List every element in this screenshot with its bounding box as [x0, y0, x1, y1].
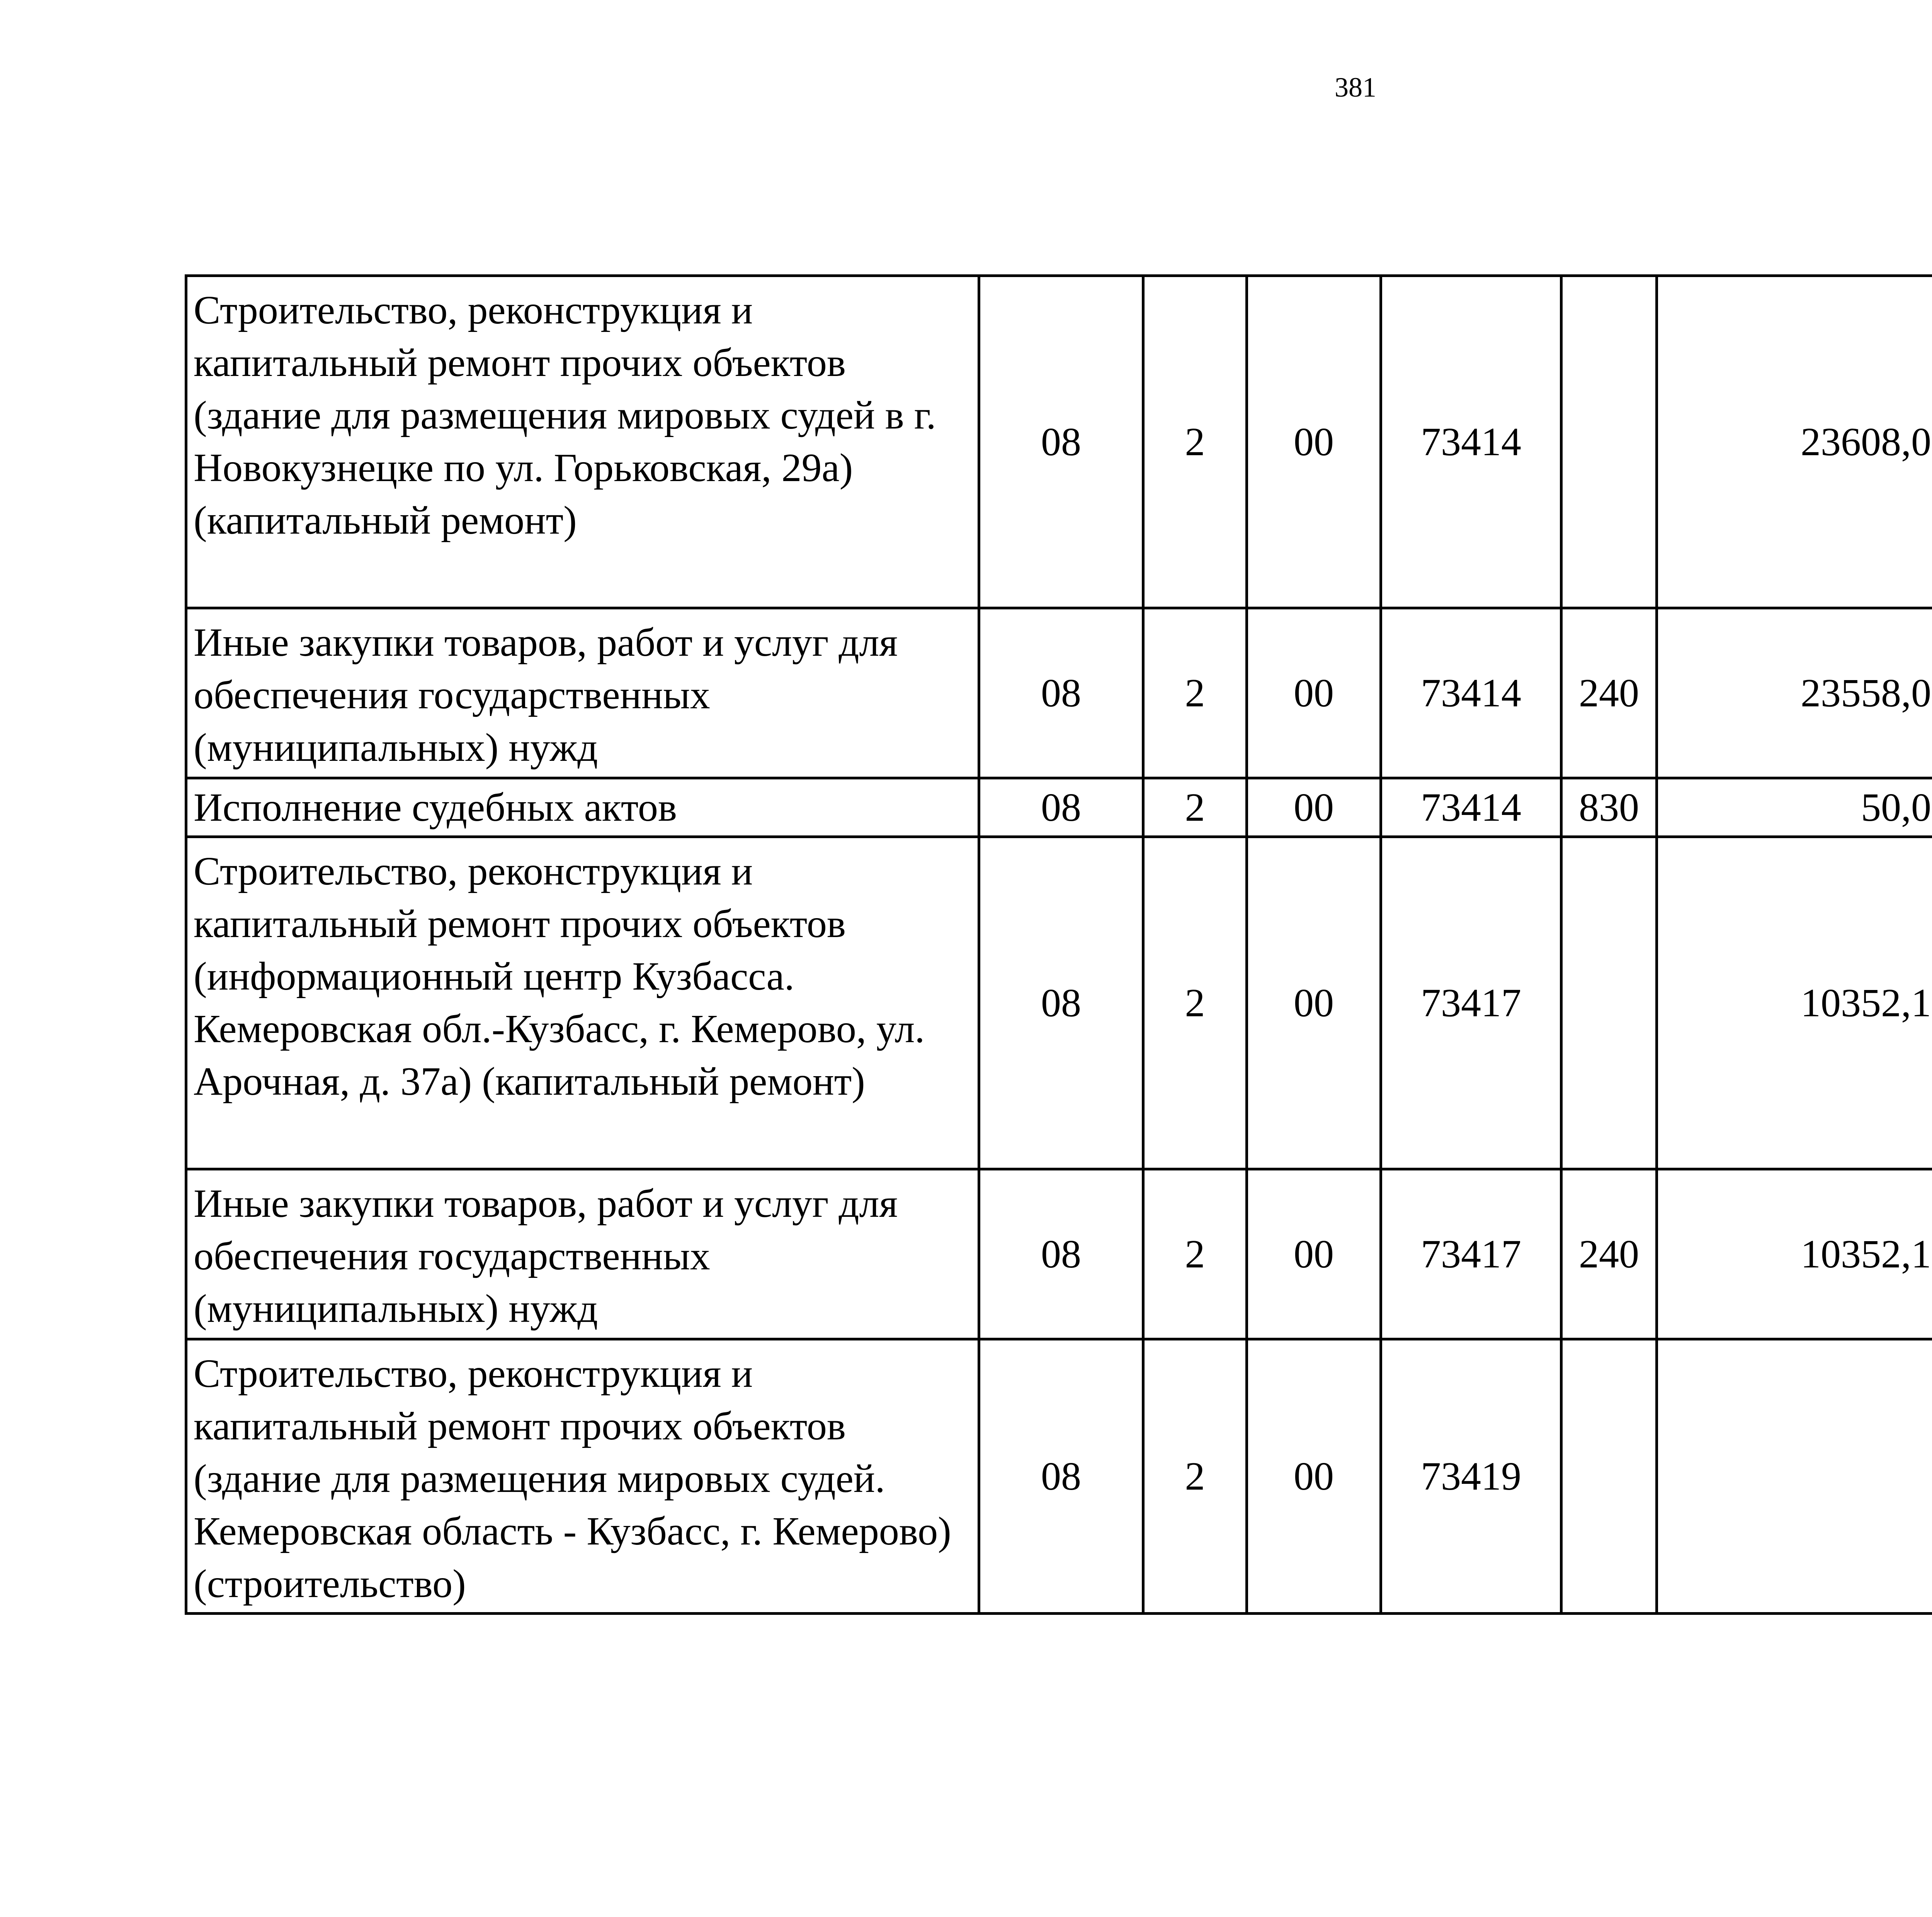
row-name-cell: Строительство, реконструкция и капитальный ремонт прочих объектов (здание для размещения мировых судей в г. Новокузнецке по ул. Горьковская, 29а) (капитальный ремонт): [186, 276, 979, 608]
direction-code-cell: 73419: [1381, 1339, 1561, 1614]
program-code-cell: 2: [1143, 1339, 1247, 1614]
amount-1-cell: 10352,1: [1657, 1169, 1932, 1339]
amount-1-cell: 23558,0: [1657, 608, 1932, 778]
section-code-cell: 08: [979, 1169, 1143, 1339]
budget-table: [185, 274, 1932, 1615]
row-name-cell: Строительство, реконструкция и капитальный ремонт прочих объектов (здание для размещения мировых судей. Кемеровская область - Кузбасс, г. Кемерово) (строительство): [186, 1339, 979, 1614]
section-code-cell: 08: [979, 837, 1143, 1169]
amount-1-cell: 23608,0: [1657, 276, 1932, 608]
row-name-cell: Исполнение судебных актов: [186, 778, 979, 837]
subprogram-code-cell: 00: [1247, 608, 1381, 778]
amount-1-cell: [1657, 1339, 1932, 1614]
section-code-cell: 08: [979, 778, 1143, 837]
table-row: [186, 778, 1932, 837]
direction-code-cell: 73414: [1381, 276, 1561, 608]
subprogram-code-cell: 00: [1247, 837, 1381, 1169]
amount-1-cell: 10352,1: [1657, 837, 1932, 1169]
expense-type-cell: 240: [1561, 1169, 1657, 1339]
table-row: [186, 837, 1932, 1169]
subprogram-code-cell: 00: [1247, 1169, 1381, 1339]
program-code-cell: 2: [1143, 778, 1247, 837]
page-number: 381: [1335, 72, 1376, 103]
program-code-cell: 2: [1143, 1169, 1247, 1339]
section-code-cell: 08: [979, 276, 1143, 608]
program-code-cell: 2: [1143, 276, 1247, 608]
expense-type-cell: 240: [1561, 608, 1657, 778]
subprogram-code-cell: 00: [1247, 1339, 1381, 1614]
row-name-cell: Иные закупки товаров, работ и услуг для обеспечения государственных (муниципальных) нужд: [186, 608, 979, 778]
amount-1-cell: 50,0: [1657, 778, 1932, 837]
table-row: [186, 608, 1932, 778]
direction-code-cell: 73414: [1381, 608, 1561, 778]
section-code-cell: 08: [979, 608, 1143, 778]
expense-type-cell: [1561, 276, 1657, 608]
expense-type-cell: [1561, 1339, 1657, 1614]
direction-code-cell: 73417: [1381, 1169, 1561, 1339]
program-code-cell: 2: [1143, 608, 1247, 778]
direction-code-cell: 73414: [1381, 778, 1561, 837]
subprogram-code-cell: 00: [1247, 276, 1381, 608]
direction-code-cell: 73417: [1381, 837, 1561, 1169]
table-row: [186, 276, 1932, 608]
program-code-cell: 2: [1143, 837, 1247, 1169]
row-name-cell: Иные закупки товаров, работ и услуг для обеспечения государственных (муниципальных) нужд: [186, 1169, 979, 1339]
table-row: [186, 1339, 1932, 1614]
expense-type-cell: [1561, 837, 1657, 1169]
expense-type-cell: 830: [1561, 778, 1657, 837]
section-code-cell: 08: [979, 1339, 1143, 1614]
table-row: [186, 1169, 1932, 1339]
subprogram-code-cell: 00: [1247, 778, 1381, 837]
row-name-cell: Строительство, реконструкция и капитальный ремонт прочих объектов (информационный центр Кузбасса. Кемеровская обл.-Кузбасс, г. Кемерово, ул. Арочная, д. 37а) (капитальный ремонт): [186, 837, 979, 1169]
